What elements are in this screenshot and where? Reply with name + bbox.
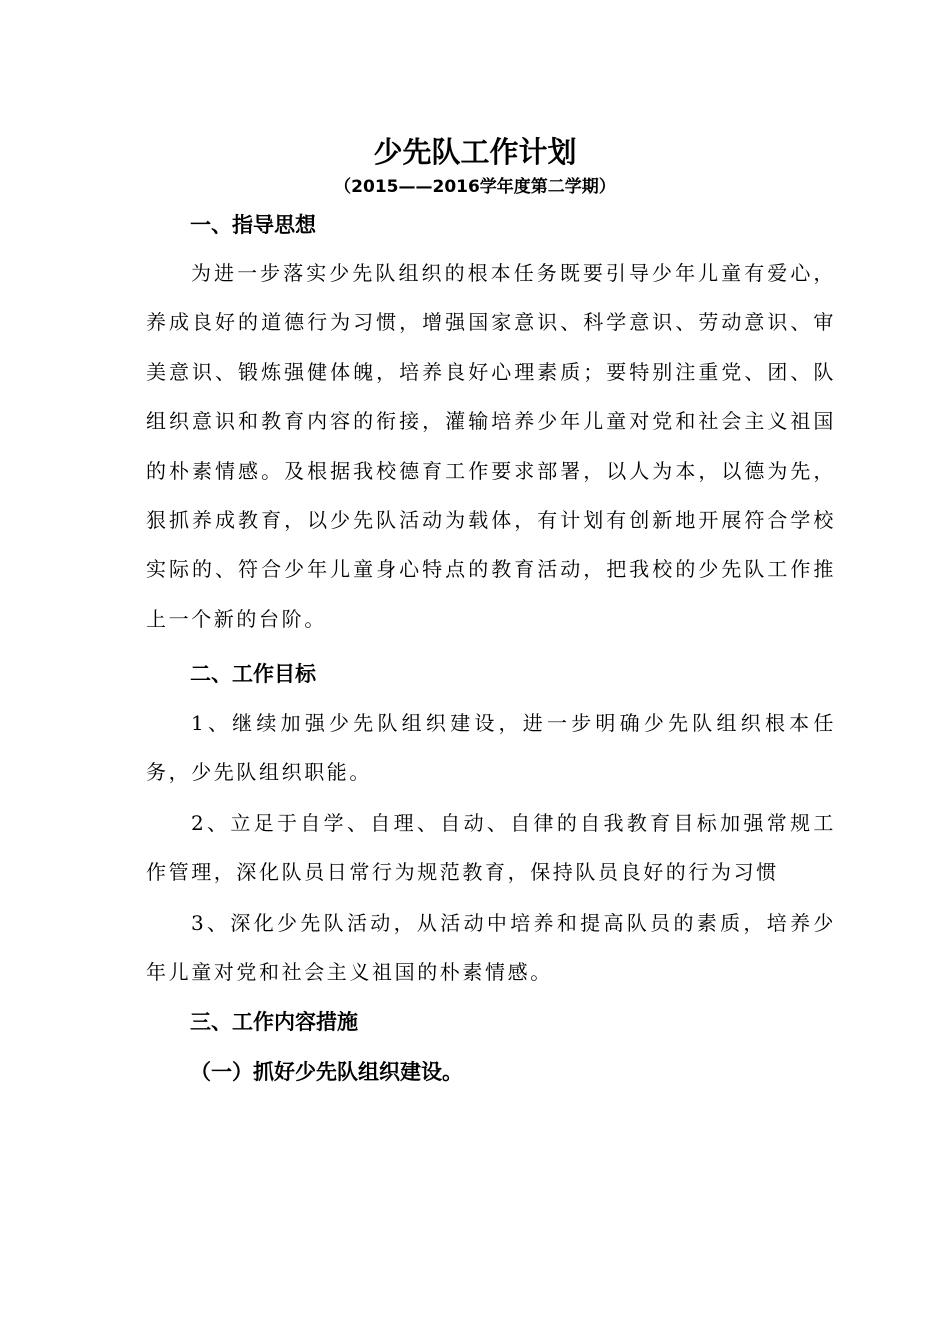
sub-heading-organization-building: （一）抓好少先队组织建设。 bbox=[190, 1060, 463, 1084]
paragraph-guiding-thought: 为进一步落实少先队组织的根本任务既要引导少年儿童有爱心，养成良好的道德行为习惯，增强国家意识、科学意识、劳动意识、审美意识、锻炼强健体魄，培养良好心理素质；要特别注重党、团、队组织意识和教育内容的衔接，灌输培养少年儿童对党和社会主义祖国的朴素情感。及根据我校德育工作要求部署，以人为本，以德为先，狠抓养成教育，以少先队活动为载体，有计划有创新地开展符合学校实际的、符合少年儿童身心特点的教育活动，把我校的少先队工作推上一个新的台阶。 bbox=[146, 261, 836, 631]
paragraph-goal-1: 1、继续加强少先队组织建设，进一步明确少先队组织根本任务，少先队组织职能。 bbox=[146, 711, 836, 785]
paragraph-goal-3: 3、深化少先队活动，从活动中培养和提高队员的素质，培养少年儿童对党和社会主义祖国的朴素情感。 bbox=[146, 911, 836, 985]
document-title: 少先队工作计划 bbox=[373, 135, 577, 169]
section-heading-work-measures: 三、工作内容措施 bbox=[190, 1010, 358, 1034]
paragraph-goal-2: 2、立足于自学、自理、自动、自律的自我教育目标加强常规工作管理，深化队员日常行为规范教育，保持队员良好的行为习惯 bbox=[146, 811, 836, 885]
section-heading-work-goals: 二、工作目标 bbox=[190, 662, 316, 686]
document-subtitle: （2015——2016学年度第二学期） bbox=[334, 177, 616, 197]
section-heading-guiding-thought: 一、指导思想 bbox=[190, 213, 316, 237]
